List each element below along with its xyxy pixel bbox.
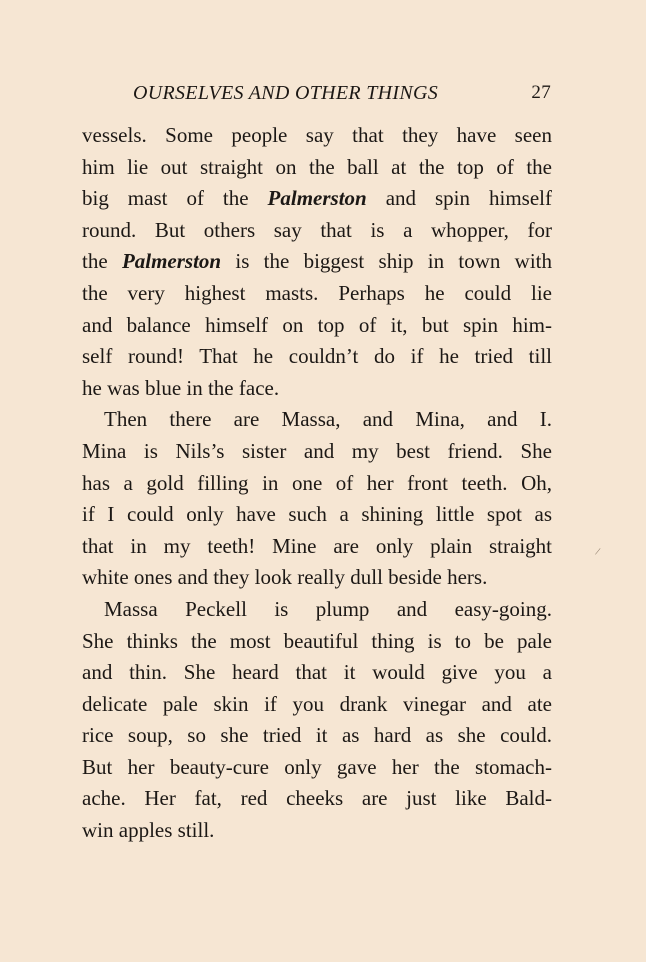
ship-name-italic: Palmerston bbox=[267, 186, 367, 211]
text-line bbox=[82, 183, 552, 215]
text-line: ache. Her fat, red cheeks are just like Bald- bbox=[82, 786, 552, 811]
text-line: But her beauty-cure only gave her the stomach- bbox=[82, 754, 552, 779]
text-line: if I could only have such a shining little spot as bbox=[82, 502, 552, 527]
text-line: rice soup, so she tried it as hard as she could. bbox=[82, 723, 552, 748]
margin-mark: / bbox=[594, 545, 602, 559]
text-line: that in my teeth! Mine are only plain straight bbox=[82, 533, 552, 558]
text-segment: and spin himself bbox=[366, 186, 552, 211]
text-segment: is the biggest ship in town with bbox=[221, 249, 553, 274]
text-line: delicate pale skin if you drank vinegar and ate bbox=[82, 691, 552, 716]
text-segment: big mast of the bbox=[82, 186, 268, 211]
running-head bbox=[133, 80, 551, 106]
text-line: self round! That he couldn’t do if he tried till bbox=[82, 344, 552, 369]
text-line: and thin. She heard that it would give you a bbox=[82, 660, 552, 685]
text-line: round. But others say that is a whopper, for bbox=[82, 217, 552, 242]
text-line: he was blue in the face. bbox=[82, 375, 280, 400]
ship-name-italic: Palmerston bbox=[121, 249, 222, 274]
text-line: white ones and they look really dull beside hers. bbox=[82, 565, 488, 590]
text-line: Then there are Massa, and Mina, and I. bbox=[104, 407, 552, 432]
text-line: She thinks the most beautiful thing is to be pale bbox=[82, 628, 552, 653]
running-head-title: OURSELVES AND OTHER THINGS bbox=[133, 81, 439, 104]
text-line: Massa Peckell is plump and easy-going. bbox=[104, 596, 552, 621]
body-text bbox=[82, 120, 552, 847]
page-number: 27 bbox=[531, 82, 551, 103]
text-line: and balance himself on top of it, but spin him- bbox=[82, 312, 552, 337]
text-line: Mina is Nils’s sister and my best friend. She bbox=[82, 438, 552, 463]
text-line: the very highest masts. Perhaps he could lie bbox=[82, 280, 552, 305]
text-segment: the bbox=[82, 249, 122, 274]
text-line: vessels. Some people say that they have seen bbox=[82, 123, 552, 147]
text-line: him lie out straight on the ball at the top of the bbox=[82, 154, 552, 179]
text-line: win apples still. bbox=[82, 818, 215, 843]
text-line: has a gold filling in one of her front teeth. Oh, bbox=[82, 470, 552, 495]
text-line bbox=[82, 246, 552, 278]
